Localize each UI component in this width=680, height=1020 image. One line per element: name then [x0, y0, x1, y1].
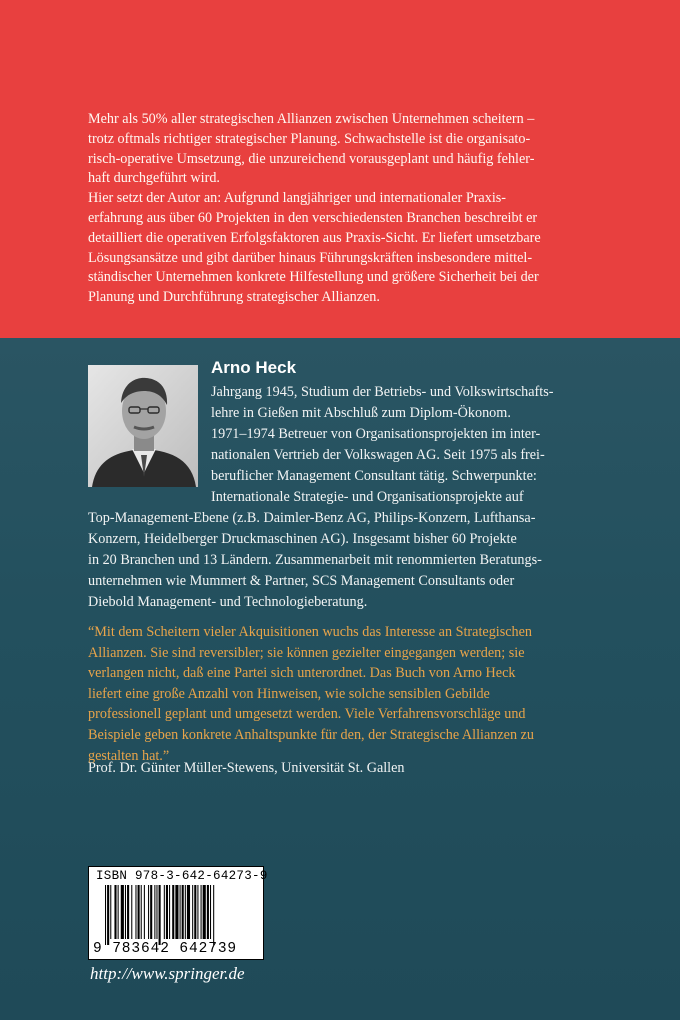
barcode-bar: [148, 885, 149, 939]
blurb-line: Lösungsansätze und gibt darüber hinaus Führungskräften insbesondere mittel-: [88, 249, 533, 266]
barcode-bar: [185, 885, 186, 939]
barcode-bar: [192, 885, 193, 939]
barcode-bar: [154, 885, 155, 939]
blurb-line: erfahrung aus über 60 Projekten in den verschiedensten Branchen beschreibt er: [88, 209, 538, 226]
barcode-bar: [125, 885, 126, 939]
barcode-bar: [138, 885, 140, 939]
book-blurb: [88, 110, 598, 308]
bio-line: unternehmen wie Mummert & Partner, SCS Management Consultants oder: [88, 573, 515, 589]
barcode-bar: [156, 885, 157, 939]
barcode-bar: [201, 885, 202, 939]
barcode-bar: [144, 885, 145, 939]
blurb-line: haft durchgeführt wird.: [88, 170, 220, 187]
quote-line: liefert eine große Anzahl von Hinweisen, wie solche sensiblen Gebilde: [88, 685, 490, 702]
barcode-bar: [194, 885, 196, 939]
barcode-bar: [131, 885, 132, 939]
barcode-bar: [127, 885, 129, 939]
barcode-bar: [141, 885, 142, 939]
blurb-line: Hier setzt der Autor an: Aufgrund langjähriger und internationaler Praxis-: [88, 190, 507, 207]
review-quote: [88, 622, 598, 766]
bio-line: 1971–1974 Betreuer von Organisationsprojekten im inter-: [211, 426, 541, 442]
bio-line: Konzern, Heidelberger Druckmaschinen AG). Insgesamt bisher 60 Projekte: [88, 531, 517, 547]
blurb-line: risch-operative Umsetzung, die unzureichend vorausgeplant und häufig fehler-: [88, 150, 535, 167]
bio-line: in 20 Branchen und 13 Ländern. Zusammenarbeit mit renommierten Beratungs-: [88, 552, 542, 568]
isbn-text: ISBN 978-3-642-64273-9: [96, 869, 268, 883]
quote-line: “Mit dem Scheitern vieler Akquisitionen wuchs das Interesse an Strategischen: [88, 624, 533, 640]
barcode-bar: [187, 885, 190, 939]
barcode-bar: [210, 885, 211, 939]
bio-line: Diebold Management- und Technologieberatung.: [88, 594, 368, 610]
barcode-bar: [207, 885, 209, 939]
blurb-line: trotz oftmals richtiger strategischer Planung. Schwachstelle ist die organisato-: [88, 130, 531, 147]
barcode-bar: [169, 885, 170, 939]
barcode-bar: [159, 885, 161, 945]
blurb-line: Planung und Durchführung strategischer Allianzen.: [88, 289, 380, 306]
barcode-bar: [182, 885, 184, 939]
bio-line: Jahrgang 1945, Studium der Betriebs- und Volkswirtschafts-: [211, 384, 554, 400]
barcode-bar: [164, 885, 165, 939]
bio-line: lehre in Gießen mit Abschluß zum Diplom-Ökonom.: [211, 405, 511, 421]
barcode-bar: [107, 885, 109, 945]
barcode-bar: [197, 885, 198, 939]
bio-line: Top-Management-Ebene (z.B. Daimler-Benz AG, Philips-Konzern, Lufthansa-: [88, 510, 536, 526]
isbn-barcode: [88, 866, 268, 960]
barcode-bar: [105, 885, 106, 945]
bio-line: Internationale Strategie- und Organisationsprojekte auf: [211, 489, 524, 505]
quote-line: Beispiele geben konkrete Anhaltspunkte für den, der Strategische Allianzen zu: [88, 726, 534, 743]
barcode-digits: 9 783642 642739: [93, 941, 238, 957]
author-name: Arno Heck: [211, 358, 297, 377]
barcode-bar: [172, 885, 174, 939]
quote-attribution: Prof. Dr. Günter Müller-Stewens, Universität St. Gallen: [88, 760, 405, 776]
barcode-bar: [166, 885, 168, 939]
blurb-line: Mehr als 50% aller strategischen Allianzen zwischen Unternehmen scheitern –: [88, 111, 535, 127]
barcode-bar: [175, 885, 178, 939]
barcode-bar: [121, 885, 124, 939]
quote-line: professionell geplant und umgesetzt werden. Viele Verfahrensvorschläge und: [88, 706, 526, 723]
barcode-bar: [150, 885, 152, 939]
blurb-line: ständischer Unternehmen konkrete Hilfestellung und größere Sicherheit bei der: [88, 269, 539, 286]
quote-line: gestalten hat.”: [88, 747, 170, 764]
barcode-bar: [110, 885, 111, 939]
barcode-bar: [180, 885, 181, 939]
barcode-bar: [213, 885, 214, 945]
bio-line: beruflicher Management Consultant tätig. Schwerpunkte:: [211, 468, 537, 484]
quote-line: Allianzen. Sie sind reversibler; sie können gezielter eingegangen werden; sie: [88, 644, 525, 661]
bio-line: nationalen Vertrieb der Volkswagen AG. Seit 1975 als frei-: [211, 447, 545, 463]
blurb-line: detailliert die operativen Erfolgsfaktoren aus Praxis-Sicht. Er liefert umsetzbare: [88, 229, 541, 246]
quote-line: verlangen nicht, daß eine Partei sich unterordnet. Das Buch von Arno Heck: [88, 665, 516, 682]
barcode-bar: [114, 885, 116, 939]
barcode-bar: [203, 885, 206, 939]
barcode-bar: [118, 885, 119, 939]
barcode-bar: [135, 885, 136, 939]
publisher-url[interactable]: http://www.springer.de: [90, 964, 245, 983]
author-bio: [88, 382, 598, 613]
